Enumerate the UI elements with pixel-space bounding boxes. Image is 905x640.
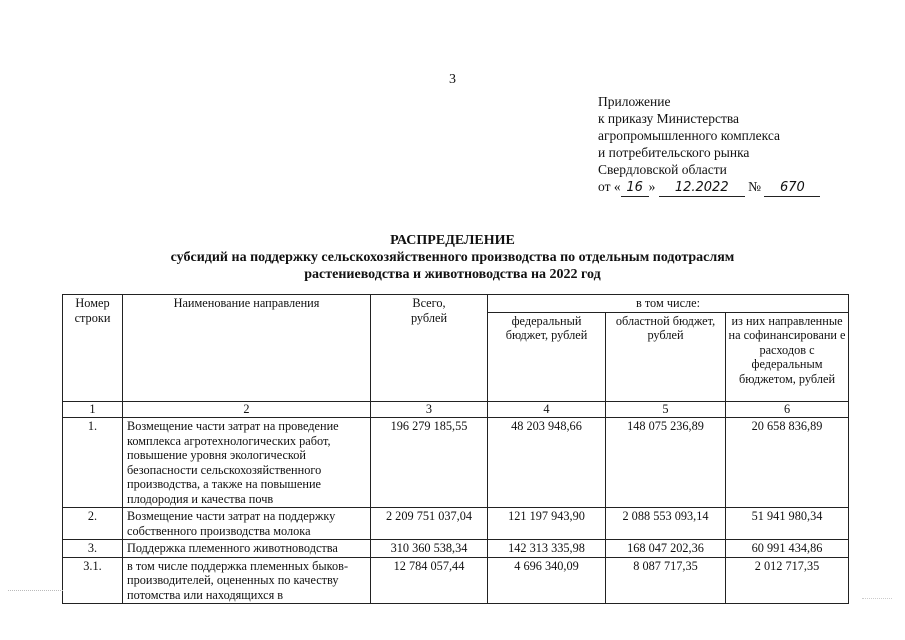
table-row bbox=[63, 557, 849, 604]
row-federal-cell: 142 313 335,98 bbox=[488, 540, 606, 558]
table-row bbox=[63, 418, 849, 508]
row-name-cell: в том числе поддержка племенных быков-производителей, оцененных по качеству потомства или находящихся в bbox=[123, 557, 371, 604]
column-number-cell: 5 bbox=[606, 402, 726, 418]
page-number: 3 bbox=[449, 72, 456, 87]
row-regional-cell: 2 088 553 093,14 bbox=[606, 508, 726, 540]
row-federal-cell: 121 197 943,90 bbox=[488, 508, 606, 540]
header-including: в том числе: bbox=[488, 295, 849, 313]
column-number-cell: 2 bbox=[123, 402, 371, 418]
row-total-cell: 2 209 751 037,04 bbox=[371, 508, 488, 540]
table-row bbox=[63, 508, 849, 540]
row-regional-cell: 168 047 202,36 bbox=[606, 540, 726, 558]
header-federal: федеральный бюджет, рублей bbox=[488, 312, 606, 401]
row-name-cell: Возмещение части затрат на проведение комплекса агротехнологических работ, повышение уровня экологической безопасности сельскохозяйственного производства, а также на повышение плодородия и качества почв bbox=[123, 418, 371, 508]
appendix-line-1: Приложение bbox=[598, 94, 671, 109]
header-row-number: Номер строки bbox=[63, 295, 123, 402]
row-regional-cell: 8 087 717,35 bbox=[606, 557, 726, 604]
header-regional: областной бюджет, рублей bbox=[606, 312, 726, 401]
title-line-1: субсидий на поддержку сельскохозяйственного производства по отдельным подотраслям bbox=[170, 250, 735, 265]
row-cofinancing-cell: 20 658 836,89 bbox=[726, 418, 849, 508]
row-total-cell: 12 784 057,44 bbox=[371, 557, 488, 604]
row-number-cell: 3. bbox=[63, 540, 123, 558]
row-cofinancing-cell: 60 991 434,86 bbox=[726, 540, 849, 558]
table-row bbox=[63, 540, 849, 558]
appendix-line-3: агропромышленного комплекса bbox=[598, 128, 780, 143]
column-number-cell: 3 bbox=[371, 402, 488, 418]
row-cofinancing-cell: 2 012 717,35 bbox=[726, 557, 849, 604]
column-number-cell: 1 bbox=[63, 402, 123, 418]
scan-artifact-left bbox=[8, 590, 63, 595]
date-prefix: от « bbox=[598, 179, 621, 194]
row-federal-cell: 4 696 340,09 bbox=[488, 557, 606, 604]
row-total-cell: 310 360 538,34 bbox=[371, 540, 488, 558]
header-direction: Наименование направления bbox=[123, 295, 371, 402]
row-name-cell: Поддержка племенного животноводства bbox=[123, 540, 371, 558]
scan-artifact-right bbox=[862, 598, 892, 603]
handwritten-day: 16 bbox=[621, 179, 649, 197]
appendix-line-2: к приказу Министерства bbox=[598, 111, 740, 126]
title-heading: РАСПРЕДЕЛЕНИЕ bbox=[390, 233, 515, 248]
row-number-cell: 3.1. bbox=[63, 557, 123, 604]
distribution-table bbox=[62, 294, 849, 604]
header-total: Всего, рублей bbox=[371, 295, 488, 402]
title-line-2: растениеводства и животноводства на 2022 год bbox=[304, 267, 601, 282]
header-cofinancing: из них направленные на софинансировани е расходов с федеральным бюджетом, рублей bbox=[726, 312, 849, 401]
row-regional-cell: 148 075 236,89 bbox=[606, 418, 726, 508]
appendix-line-5: Свердловской области bbox=[598, 162, 727, 177]
appendix-block bbox=[598, 93, 820, 197]
row-federal-cell: 48 203 948,66 bbox=[488, 418, 606, 508]
document-title bbox=[0, 232, 905, 283]
handwritten-order-number: 670 bbox=[764, 179, 820, 197]
row-number-cell: 2. bbox=[63, 508, 123, 540]
header-row-1 bbox=[63, 295, 849, 313]
handwritten-month-year: 12.2022 bbox=[659, 179, 745, 197]
column-numbers-row bbox=[63, 402, 849, 418]
row-name-cell: Возмещение части затрат на поддержку собственного производства молока bbox=[123, 508, 371, 540]
appendix-date-line bbox=[598, 178, 820, 197]
date-mid: » bbox=[648, 179, 656, 194]
row-cofinancing-cell: 51 941 980,34 bbox=[726, 508, 849, 540]
column-number-cell: 6 bbox=[726, 402, 849, 418]
row-total-cell: 196 279 185,55 bbox=[371, 418, 488, 508]
appendix-line-4: и потребительского рынка bbox=[598, 145, 750, 160]
column-number-cell: 4 bbox=[488, 402, 606, 418]
number-prefix: № bbox=[748, 179, 761, 194]
row-number-cell: 1. bbox=[63, 418, 123, 508]
